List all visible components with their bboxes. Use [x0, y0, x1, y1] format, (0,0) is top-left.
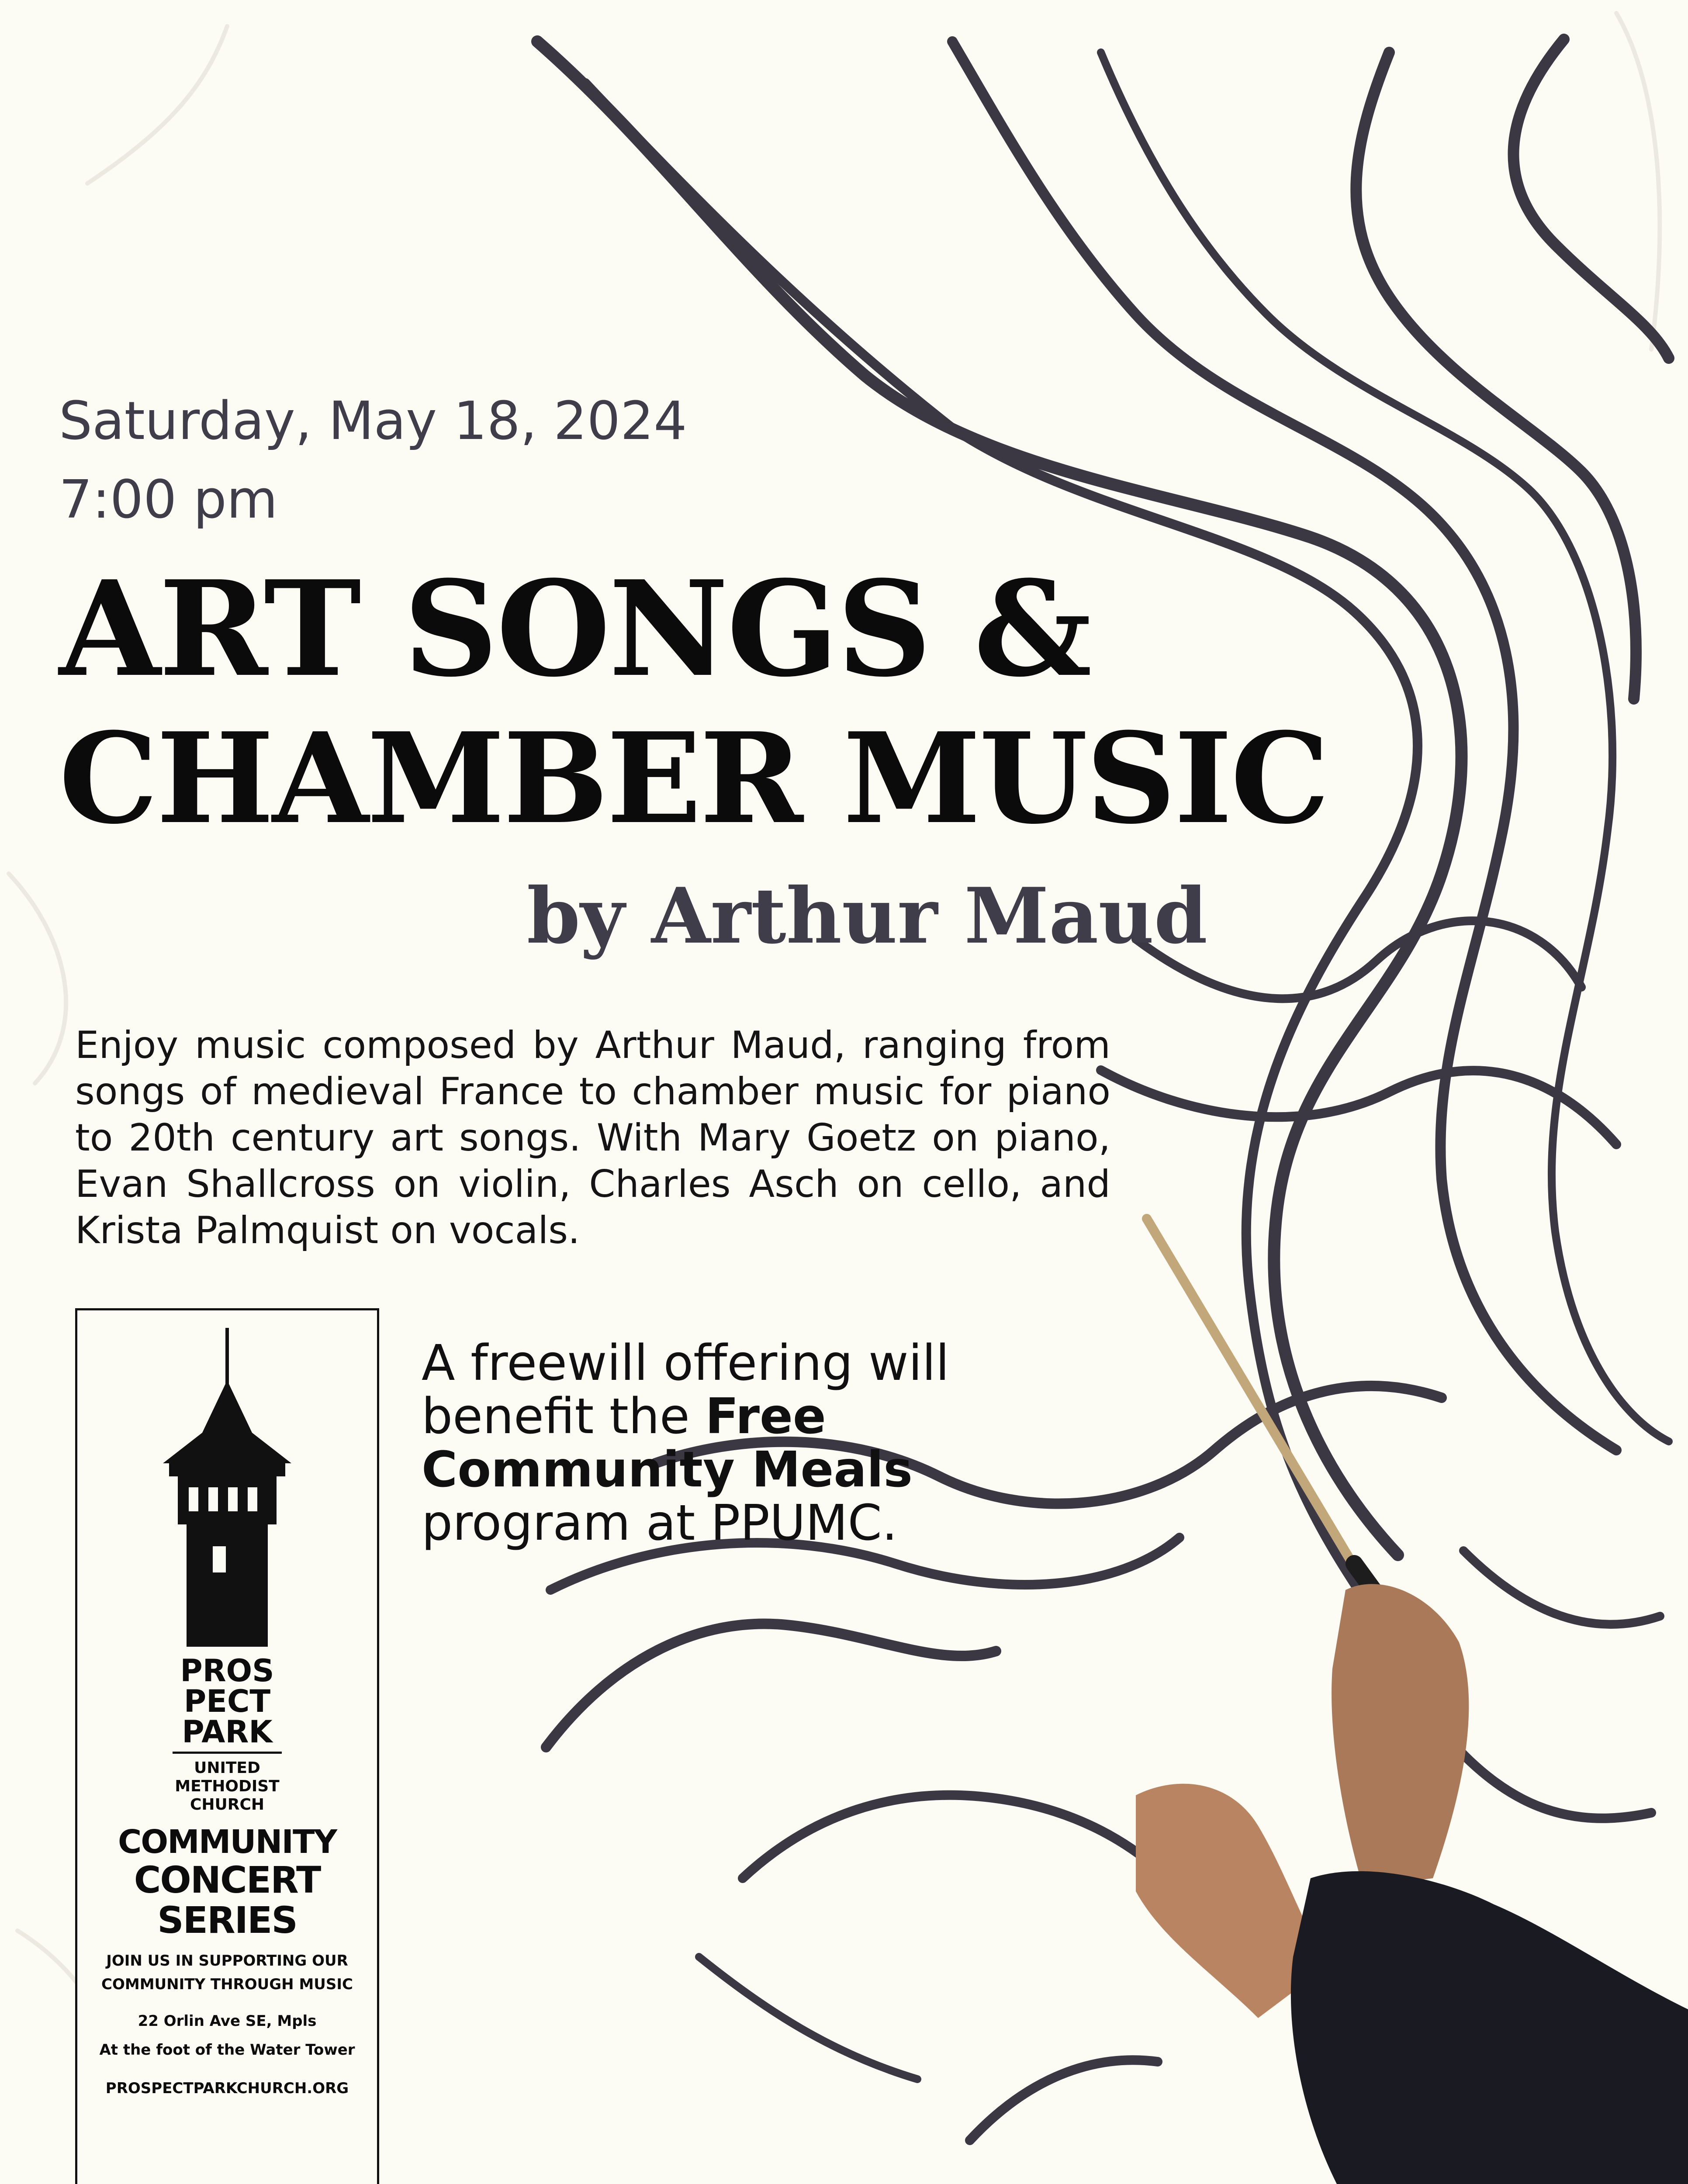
byline: by Arthur Maud [526, 871, 1207, 961]
title-line-2: CHAMBER MUSIC [59, 705, 1328, 852]
website-link[interactable]: PROSPECTPARKCHURCH.ORG [105, 2080, 349, 2097]
denomination-line: METHODIST [175, 1777, 280, 1795]
address-line: 22 Orlin Ave SE, Mpls [138, 2012, 317, 2030]
church-info-box [75, 1308, 379, 2184]
series-line: COMMUNITY [118, 1823, 337, 1861]
address-line: At the foot of the Water Tower [99, 2041, 355, 2059]
title-line-1: ART SONGS & [59, 552, 1090, 706]
denomination-line: CHURCH [190, 1796, 265, 1814]
conductor-baton-illustration [1136, 1219, 1688, 2184]
offering-note [422, 1337, 989, 1550]
tagline-line: COMMUNITY THROUGH MUSIC [101, 1976, 353, 1993]
divider [173, 1752, 282, 1754]
offering-text-after: program at PPUMC. [422, 1495, 898, 1552]
offering-emphasis: Free Community Meals [422, 1388, 913, 1498]
series-line: SERIES [157, 1899, 297, 1942]
church-name-line: PARK [182, 1714, 273, 1750]
water-tower-icon [77, 1319, 377, 1647]
denomination-line: UNITED [194, 1759, 260, 1777]
church-name-line: PECT [183, 1683, 271, 1719]
tagline-line: JOIN US IN SUPPORTING OUR [106, 1952, 348, 1970]
church-name-line: PROS [180, 1653, 274, 1689]
event-date: Saturday, May 18, 2024 [59, 391, 687, 452]
event-description: Enjoy music composed by Arthur Maud, ranging from songs of medieval France to chamber music for piano to 20th century art songs. With Mary Goetz on piano, Evan Shallcross on violin, Charles Asch on cello, and Krista Palmquist on vocals. [75, 1023, 1110, 1252]
offering-text-before: A freewill offering will benefit the [422, 1335, 949, 1445]
event-time: 7:00 pm [59, 470, 278, 530]
series-line: CONCERT [134, 1859, 321, 1901]
